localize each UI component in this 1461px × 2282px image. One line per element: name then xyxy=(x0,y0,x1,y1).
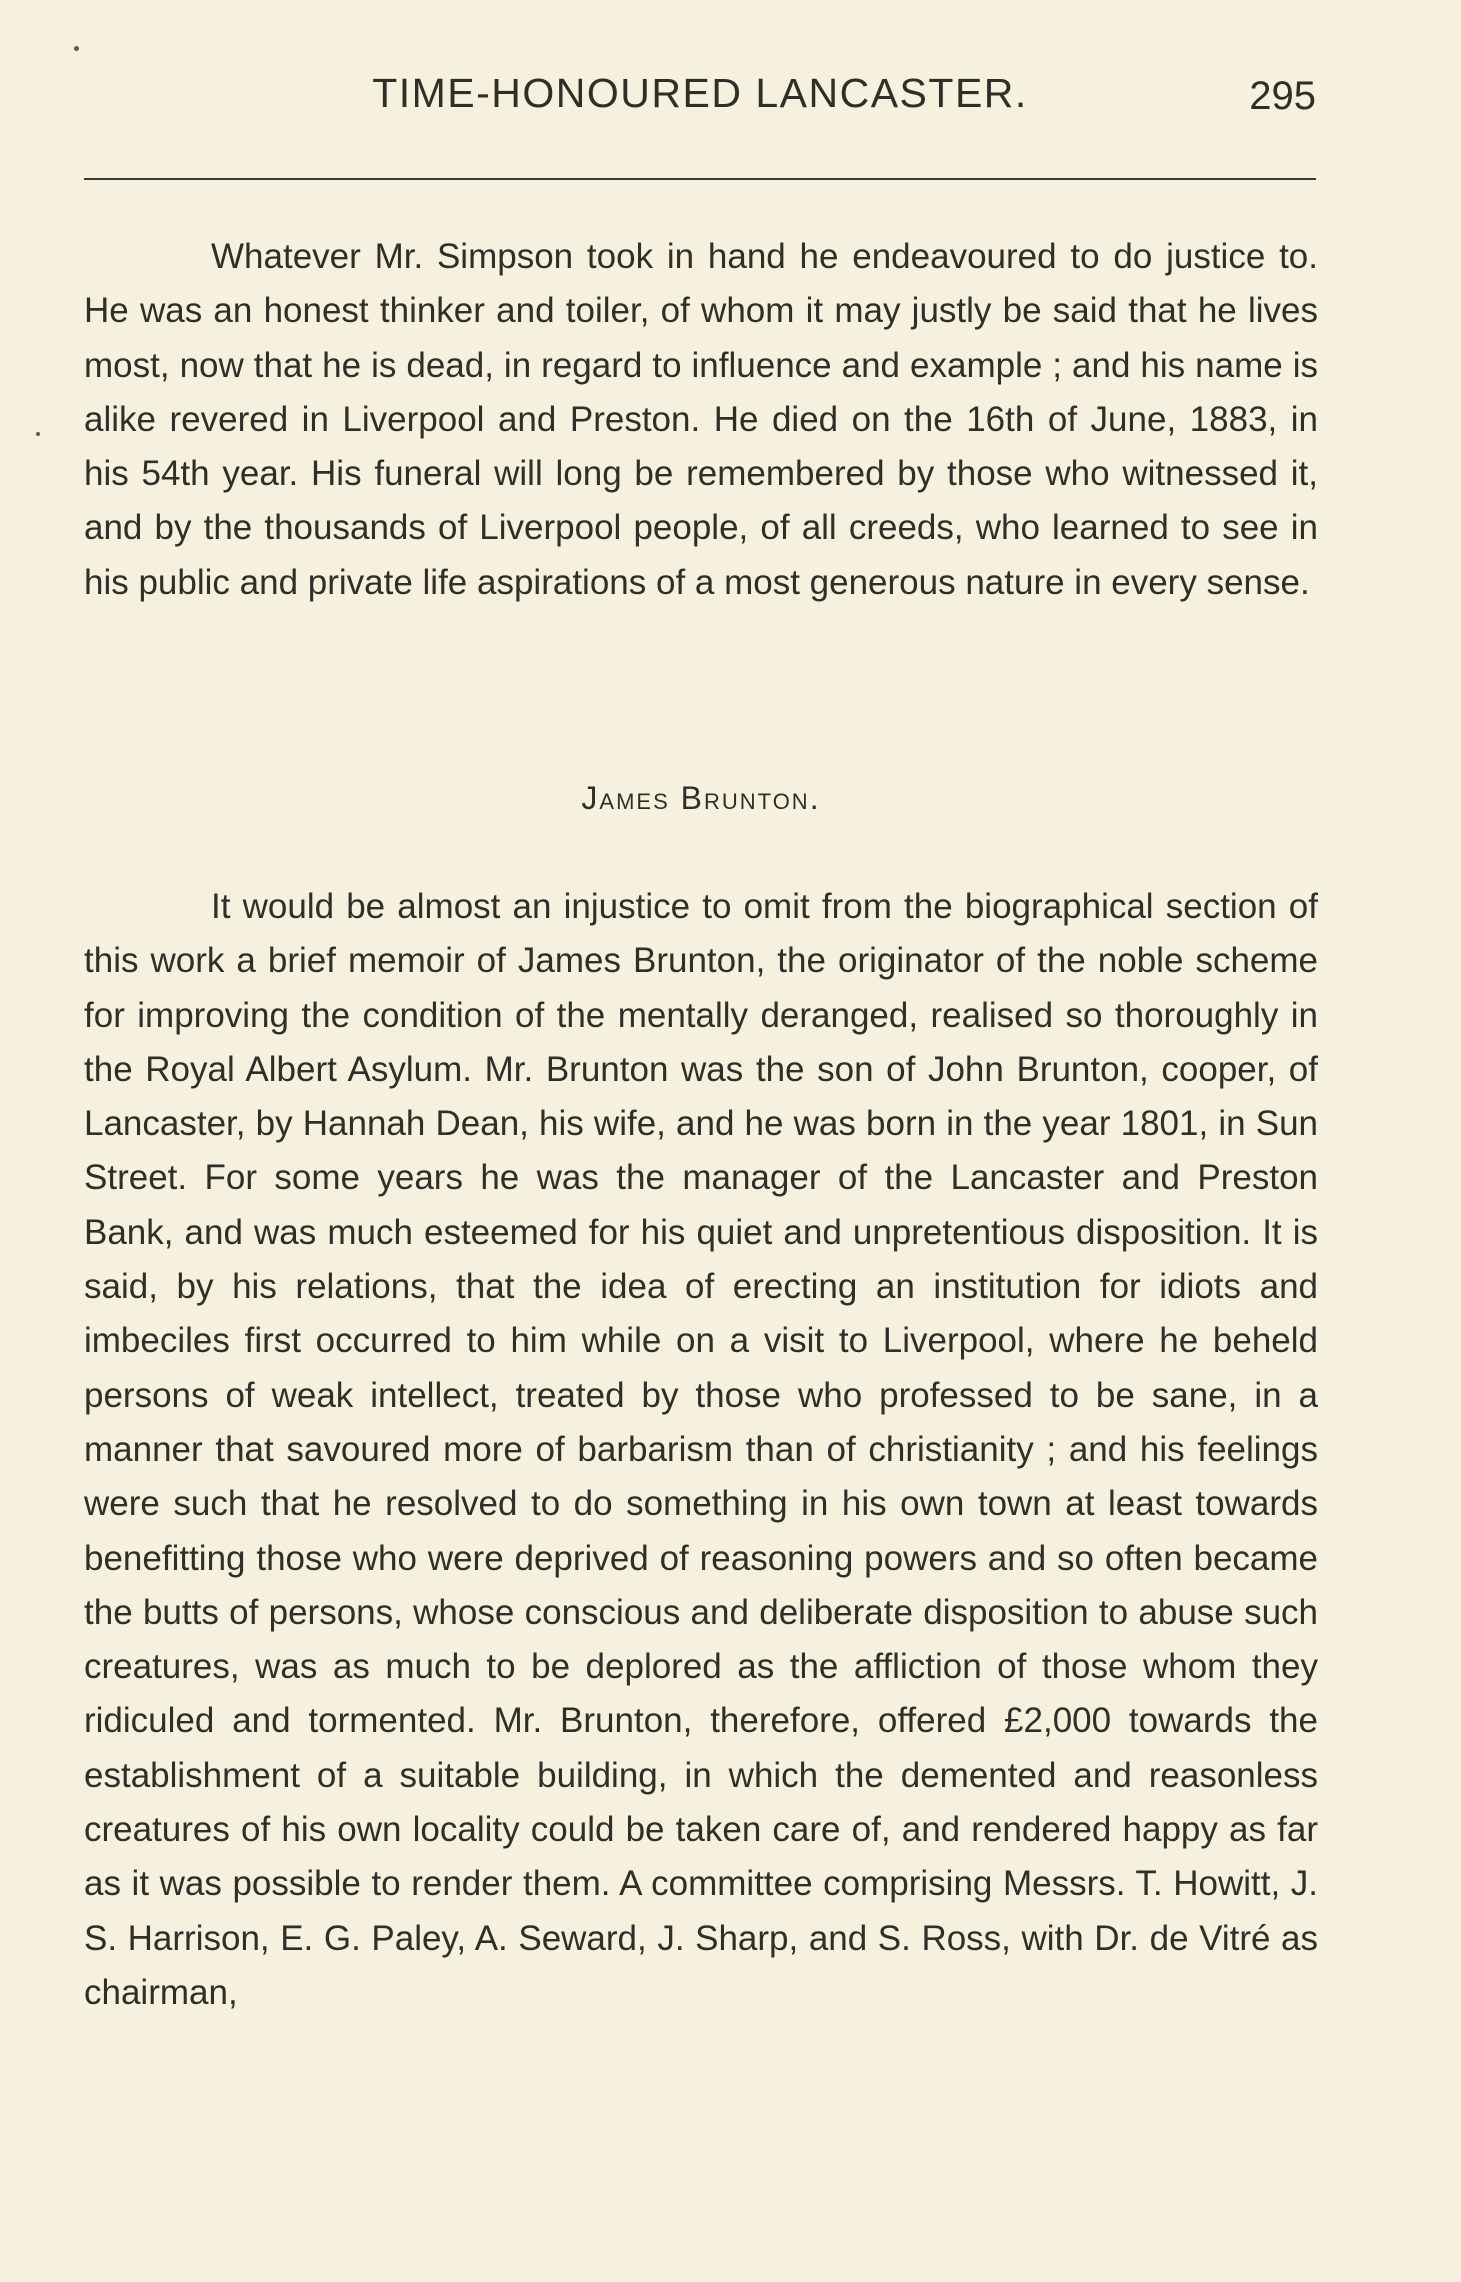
paragraph-text: It would be almost an injustice to omit from the biographical section of this work a brief memoir of James Brunton, the originator of the noble scheme for improving the condition of the mentally deranged, realised so thoroughly in the Royal Albert Asylum. Mr. Brunton was the son of John Brunton, cooper, of Lancaster, by Hannah Dean, his wife, and he was born in the year 1801, in Sun Street. For some years he was the manager of the Lancaster and Preston Bank, and was much esteemed for his quiet and unpretentious disposition. It is said, by his relations, that the idea of erecting an institution for idiots and imbeciles first occurred to him while on a visit to Liverpool, where he beheld persons of weak intellect, treated by those who professed to be sane, in a manner that savoured more of barbarism than of christianity ; and his feelings were such that he resolved to do something in his own town at least towards benefitting those who were deprived of reasoning powers and so often became the butts of persons, whose conscious and deliberate disposition to abuse such creatures, was as much to be deplored as the affliction of those whom they ridiculed and tormented. Mr. Brunton, therefore, offered £2,000 towards the establishment of a suitable building, in which the demented and reasonless creatures of his own locality could be taken care of, and rendered happy as far as it was possible to render them. A committee comprising Messrs. T. Howitt, J. S. Harrison, E. G. Paley, A. Seward, J. Sharp, and S. Ross, with Dr. de Vitré as chairman, xyxy=(84,887,1318,2012)
paragraph-brunton xyxy=(84,880,1318,2020)
paragraph-simpson xyxy=(84,230,1318,610)
stray-ink-mark xyxy=(36,432,40,436)
section-heading: James Brunton. xyxy=(581,780,821,816)
page-number: 295 xyxy=(1249,74,1316,118)
paragraph-text: Whatever Mr. Simpson took in hand he endeavoured to do justice to. He was an honest thinker and toiler, of whom it may justly be said that he lives most, now that he is dead, in regard to influence and example ; and his name is alike revered in Liverpool and Preston. He died on the 16th of June, 1883, in his 54th year. His funeral will long be remembered by those who witnessed it, and by the thousands of Liverpool people, of all creeds, who learned to see in his public and private life aspirations of a most generous nature in every sense. xyxy=(84,237,1318,602)
running-header xyxy=(84,70,1316,130)
header-rule xyxy=(84,178,1316,180)
running-title: TIME-HONOURED LANCASTER. xyxy=(372,70,1028,116)
stray-ink-mark xyxy=(74,46,79,51)
